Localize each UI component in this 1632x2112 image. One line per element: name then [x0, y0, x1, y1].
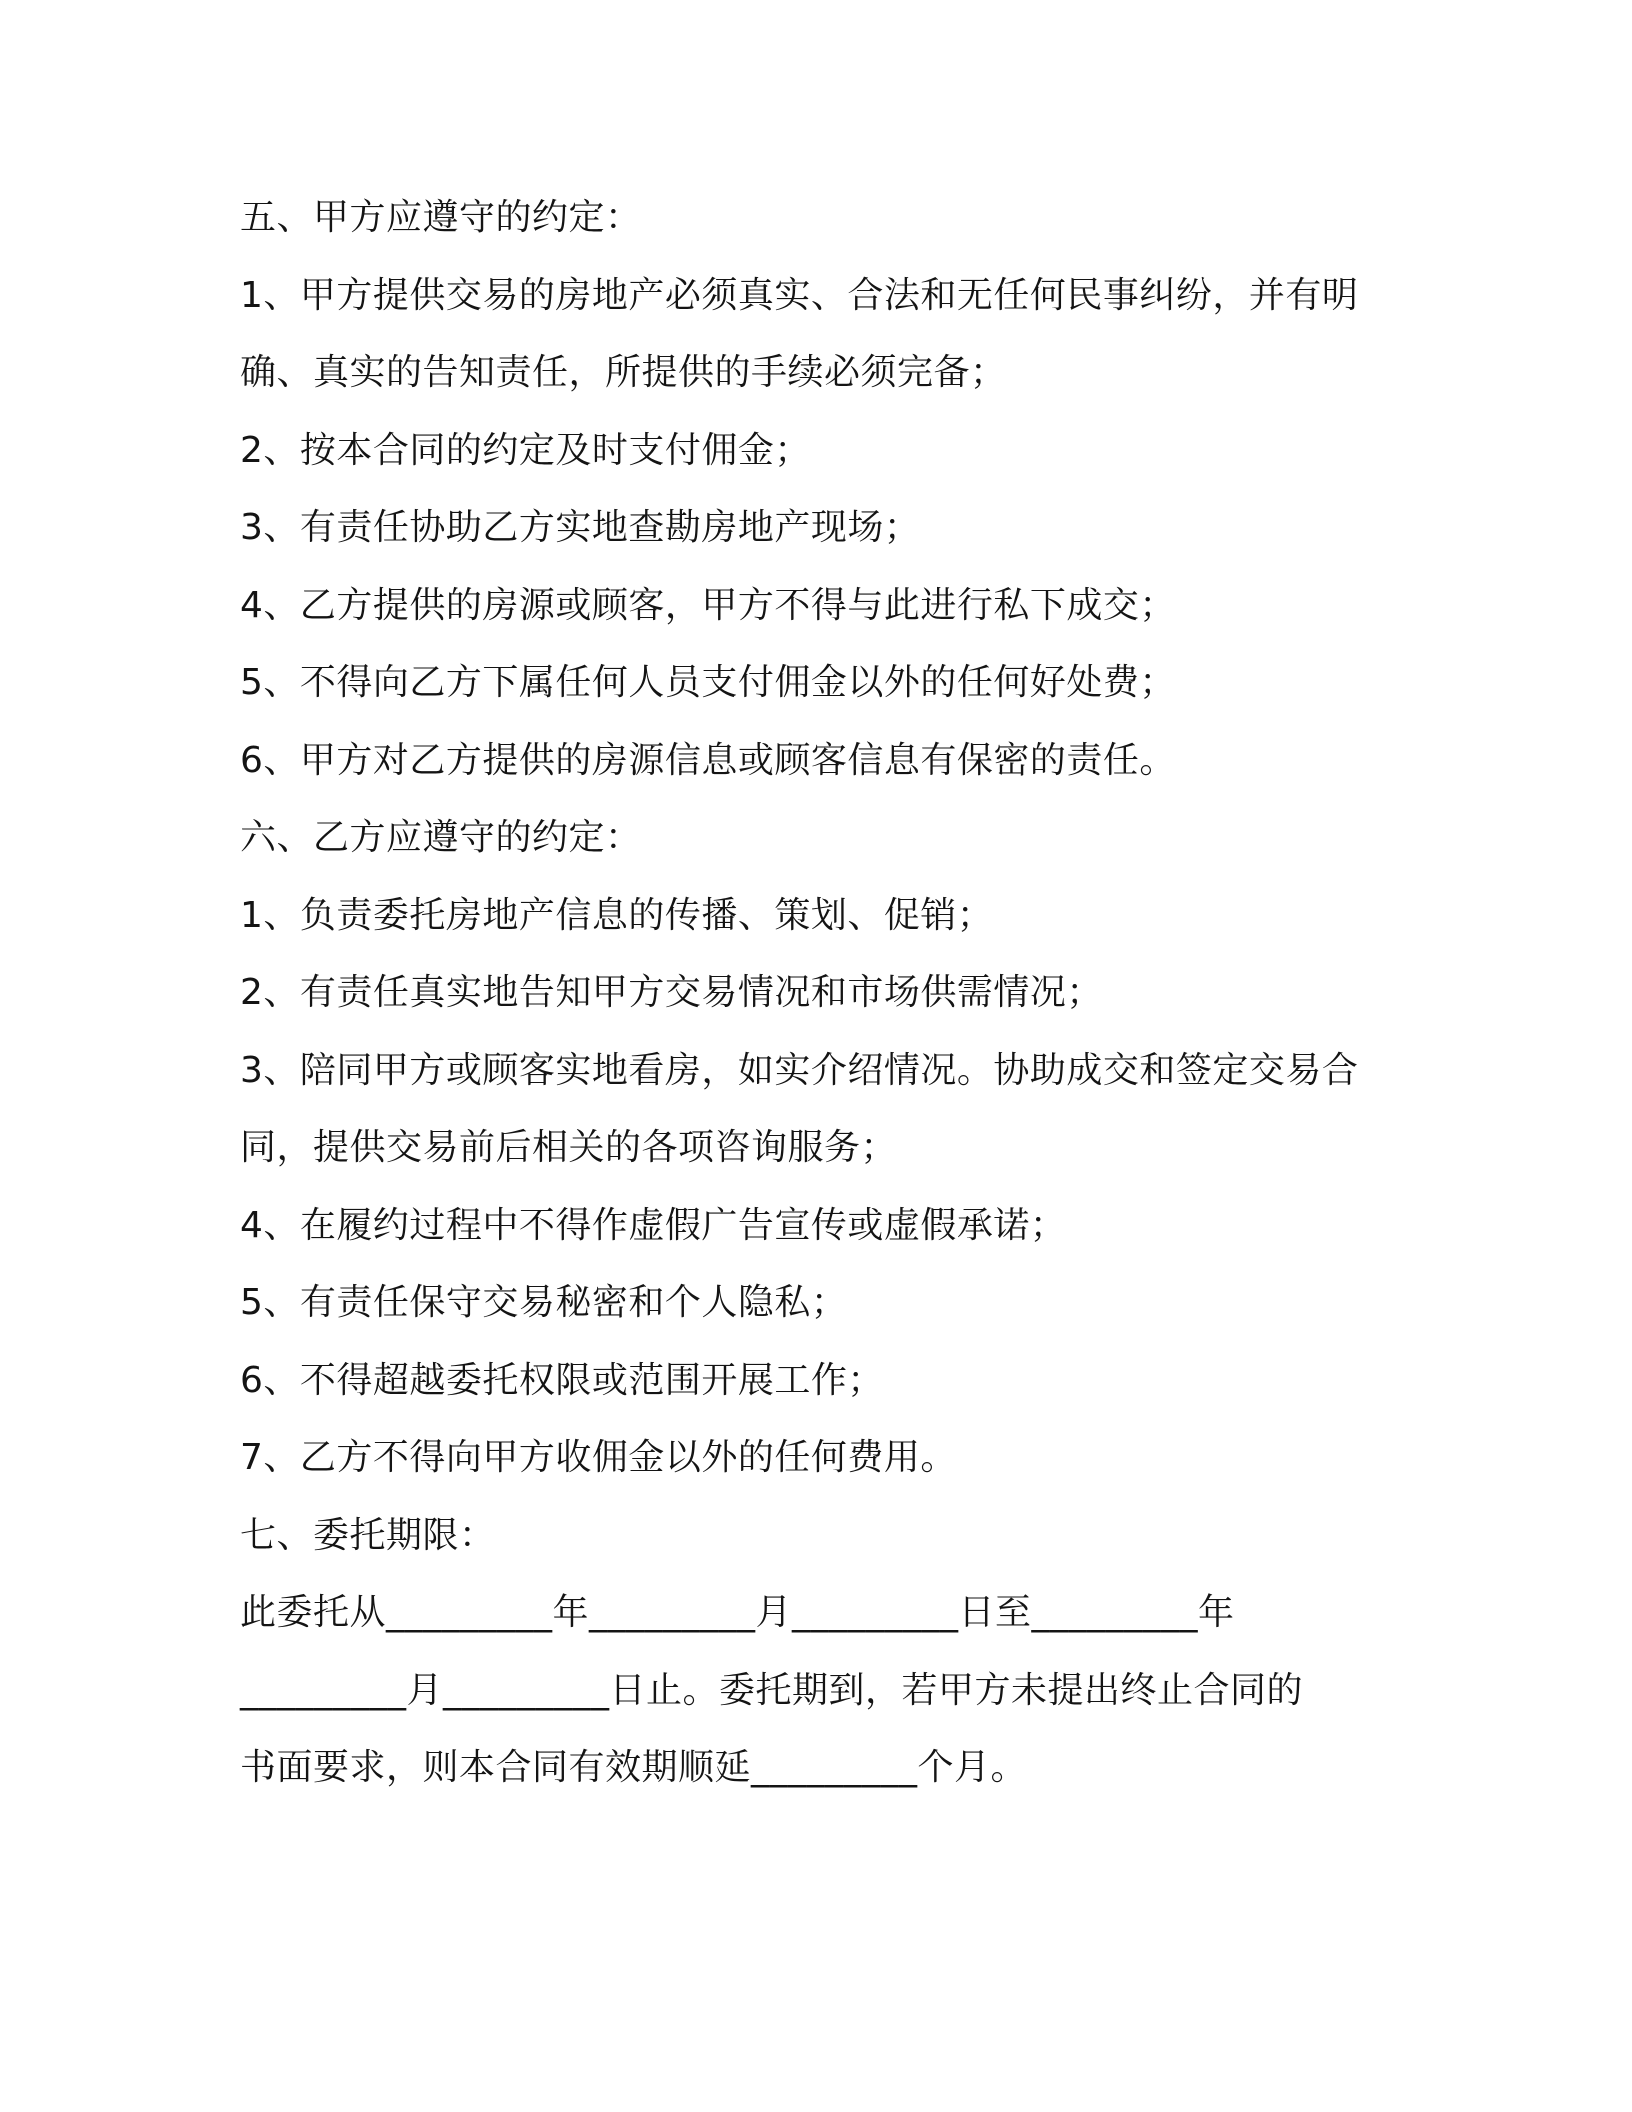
clause-a4: 4、乙方提供的房源或顾客，甲方不得与此进行私下成交； [240, 584, 1176, 626]
clause-a1-line1: 1、甲方提供交易的房地产必须真实、合法和无任何民事纠纷，并有明 [240, 274, 1359, 316]
term-line1: 此委托从_________年_________月_________日至_________年 [240, 1592, 1235, 1633]
clause-a2: 2、按本合同的约定及时支付佣金； [240, 429, 811, 471]
clause-a5: 5、不得向乙方下属任何人员支付佣金以外的任何好处费； [240, 662, 1176, 703]
clause-b5: 5、有责任保守交易秘密和个人隐私； [240, 1282, 848, 1323]
clause-b3-line1: 3、陪同甲方或顾客实地看房，如实介绍情况。协助成交和签定交易合 [240, 1049, 1359, 1091]
clause-a6: 6、甲方对乙方提供的房源信息或顾客信息有保密的责任。 [240, 739, 1176, 781]
clause-b3-line2: 同，提供交易前后相关的各项咨询服务； [240, 1127, 898, 1168]
clause-b1: 1、负责委托房地产信息的传播、策划、促销； [240, 894, 994, 936]
section-heading-term: 七、委托期限： [240, 1514, 496, 1556]
section-heading-party-a: 五、甲方应遵守的约定： [240, 197, 642, 238]
clause-b7: 7、乙方不得向甲方收佣金以外的任何费用。 [240, 1437, 957, 1478]
clause-b6: 6、不得超越委托权限或范围开展工作； [240, 1359, 884, 1401]
clause-a3: 3、有责任协助乙方实地查勘房地产现场； [240, 507, 921, 548]
clause-a1-line2: 确、真实的告知责任，所提供的手续必须完备； [240, 352, 1007, 393]
term-line3: 书面要求，则本合同有效期顺延_________个月。 [240, 1747, 1028, 1788]
section-heading-party-b: 六、乙方应遵守的约定： [240, 817, 642, 858]
term-line2: _________月_________日止。委托期到，若甲方未提出终止合同的 [240, 1669, 1304, 1711]
clause-b4: 4、在履约过程中不得作虚假广告宣传或虚假承诺； [240, 1204, 1067, 1246]
contract-text [240, 196, 1380, 1824]
clause-b2: 2、有责任真实地告知甲方交易情况和市场供需情况； [240, 972, 1103, 1013]
